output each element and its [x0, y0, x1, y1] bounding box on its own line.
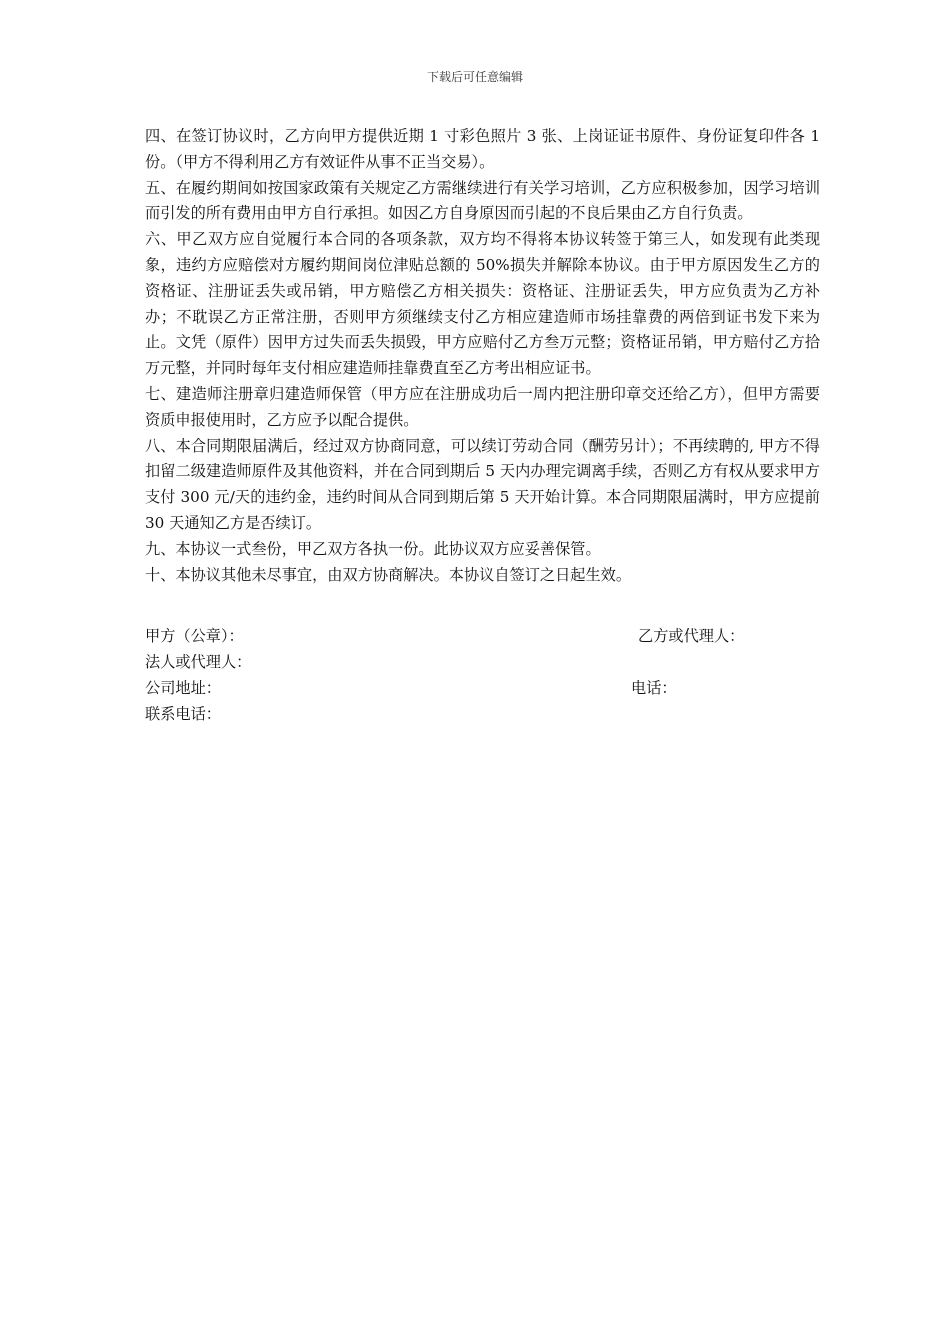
legal-rep-label: 法人或代理人： [145, 653, 252, 671]
clause-9: 九、本协议一式叁份，甲乙双方各执一份。此协议双方应妥善保管。 [145, 539, 601, 558]
party-a-seal-label: 甲方（公章）： [145, 627, 244, 645]
company-address-label: 公司地址： [145, 679, 221, 697]
clause-10: 十、本协议其他未尽事宜，由双方协商解决。本协议自签订之日起生效。 [145, 565, 631, 584]
page-header-note: 下载后可任意编辑 [426, 70, 523, 84]
contact-phone-label: 联系电话： [145, 705, 221, 723]
phone-label: 电话： [631, 679, 677, 697]
clause-5: 五、在履约期间如按国家政策有关规定乙方需继续进行有关学习培训，乙方应积极参加，因学习培训而引发的所有费用由甲方自行承担。如因乙方自身原因而引起的不良后果由乙方自行负责。 [145, 178, 820, 223]
clause-8: 八、本合同期限届满后，经过双方协商同意，可以续订劳动合同（酬劳另计）；不再续聘的, 甲方不得扣留二级建造师原件及其他资料，并在合同到期后 5 天内办理完调离手续，否则乙方有权从要求甲方支付 300 元/天的违约金，违约时间从合同到期后第 5 天开始计算。本合同期限届满时，甲方应提前 30 天通知乙方是否续订。 [145, 436, 820, 532]
clause-4: 四、在签订协议时，乙方向甲方提供近期 1 寸彩色照片 3 张、上岗证证书原件、身份证复印件各 1 份。（甲方不得利用乙方有效证件从事不正当交易）。 [145, 127, 820, 171]
party-b-agent-label: 乙方或代理人： [638, 627, 745, 645]
contract-body [145, 124, 820, 588]
clause-7: 七、建造师注册章归建造师保管（甲方应在注册成功后一周内把注册印章交还给乙方），但甲方需要资质申报使用时，乙方应予以配合提供。 [145, 384, 820, 429]
clause-6: 六、甲乙双方应自觉履行本合同的各项条款，双方均不得将本协议转签于第三人，如发现有此类现象，违约方应赔偿对方履约期间岗位津贴总额的 50%损失并解除本协议。由于甲方原因发生乙方的资格证、注册证丢失或吊销，甲方赔偿乙方相关损失：资格证、注册证丢失，甲方应负责为乙方补办；不耽误乙方正常注册，否则甲方须继续支付乙方相应建造师市场挂靠费的两倍到证书发下来为止。文凭（原件）因甲方过失而丢失损毁，甲方应赔付乙方叁万元整；资格证吊销，甲方赔付乙方拾万元整，并同时每年支付相应建造师挂靠费直至乙方考出相应证书。 [145, 230, 820, 378]
